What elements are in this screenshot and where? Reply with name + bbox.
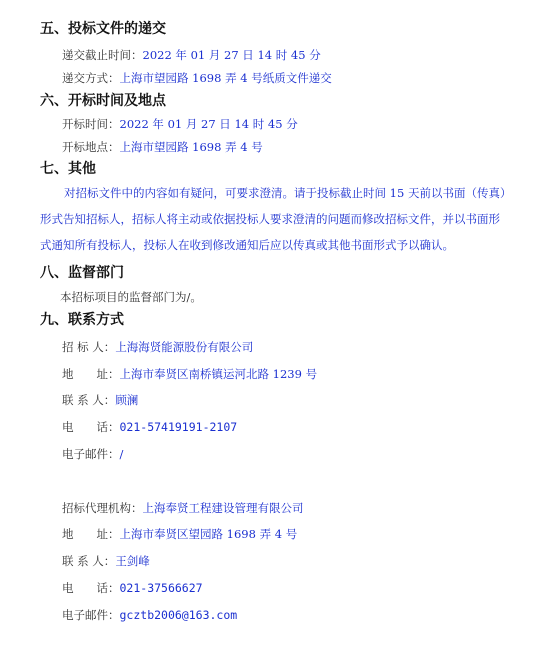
agency-name-line (62, 500, 304, 516)
submission-method-label: 递交方式： (62, 71, 120, 85)
tenderer-phone-label: 电 话： (62, 420, 120, 434)
agency-phone-value: 021-37566627 (119, 581, 203, 595)
opening-place-line (62, 139, 263, 155)
tenderer-email-line (62, 446, 123, 462)
agency-phone-label: 电 话： (62, 581, 120, 595)
tenderer-contact-line (62, 392, 138, 408)
agency-contact-line (62, 553, 150, 569)
tenderer-email-label: 电子邮件： (62, 447, 120, 461)
agency-email-value: gcztb2006@163.com (119, 608, 238, 622)
submission-deadline-line (62, 47, 321, 63)
opening-place-label: 开标地点： (62, 140, 120, 154)
tenderer-name-label: 招 标 人： (62, 340, 116, 354)
tenderer-name-value: 上海海贤能源股份有限公司 (115, 340, 254, 354)
supervision-text: 本招标项目的监督部门为/。 (60, 290, 202, 304)
agency-phone-line (62, 580, 203, 596)
agency-name-value: 上海奉贤工程建设管理有限公司 (142, 501, 304, 515)
section-7-heading: 七、其他 (40, 161, 96, 177)
other-paragraph-line-2: 形式告知招标人，招标人将主动或依据投标人要求澄清的问题而修改招标文件，并以书面形 (40, 212, 500, 226)
agency-address-line (62, 526, 297, 542)
tenderer-address-line (62, 366, 317, 382)
section-6-heading: 六、开标时间及地点 (40, 93, 166, 109)
submission-method-value: 上海市望园路 1698 弄 4 号纸质文件递交 (119, 71, 332, 85)
tenderer-phone-line (62, 419, 237, 435)
section-8-heading: 八、监督部门 (40, 265, 124, 281)
tenderer-email-value: / (119, 447, 124, 461)
agency-email-label: 电子邮件： (62, 608, 120, 622)
agency-contact-value: 王剑峰 (115, 554, 150, 568)
other-paragraph-line-3: 式通知所有投标人，投标人在收到修改通知后应以传真或其他书面形式予以确认。 (40, 238, 454, 252)
agency-address-label: 地 址： (62, 527, 120, 541)
section-5-heading: 五、投标文件的递交 (40, 21, 166, 37)
other-paragraph-line-1: 对招标文件中的内容如有疑问，可要求澄清。请于投标截止时间 15 天前以书面（传真） (64, 186, 512, 200)
agency-name-label: 招标代理机构： (62, 501, 143, 515)
submission-method-line (62, 70, 332, 86)
section-9-heading: 九、联系方式 (40, 312, 124, 328)
tenderer-contact-value: 顾澜 (115, 393, 139, 407)
tenderer-address-value: 上海市奉贤区南桥镇运河北路 1239 号 (119, 367, 318, 381)
agency-email-line (62, 607, 237, 623)
opening-place-value: 上海市望园路 1698 弄 4 号 (119, 140, 263, 154)
tenderer-contact-label: 联 系 人： (62, 393, 116, 407)
submission-deadline-label: 递交截止时间： (62, 48, 143, 62)
tenderer-phone-value: 021-57419191-2107 (119, 420, 238, 434)
agency-address-value: 上海市奉贤区望园路 1698 弄 4 号 (119, 527, 298, 541)
submission-deadline-value: 2022 年 01 月 27 日 14 时 45 分 (142, 48, 321, 62)
opening-time-label: 开标时间： (62, 117, 120, 131)
opening-time-value: 2022 年 01 月 27 日 14 时 45 分 (119, 117, 298, 131)
agency-contact-label: 联 系 人： (62, 554, 116, 568)
opening-time-line (62, 116, 298, 132)
tenderer-name-line (62, 339, 253, 355)
tenderer-address-label: 地 址： (62, 367, 120, 381)
